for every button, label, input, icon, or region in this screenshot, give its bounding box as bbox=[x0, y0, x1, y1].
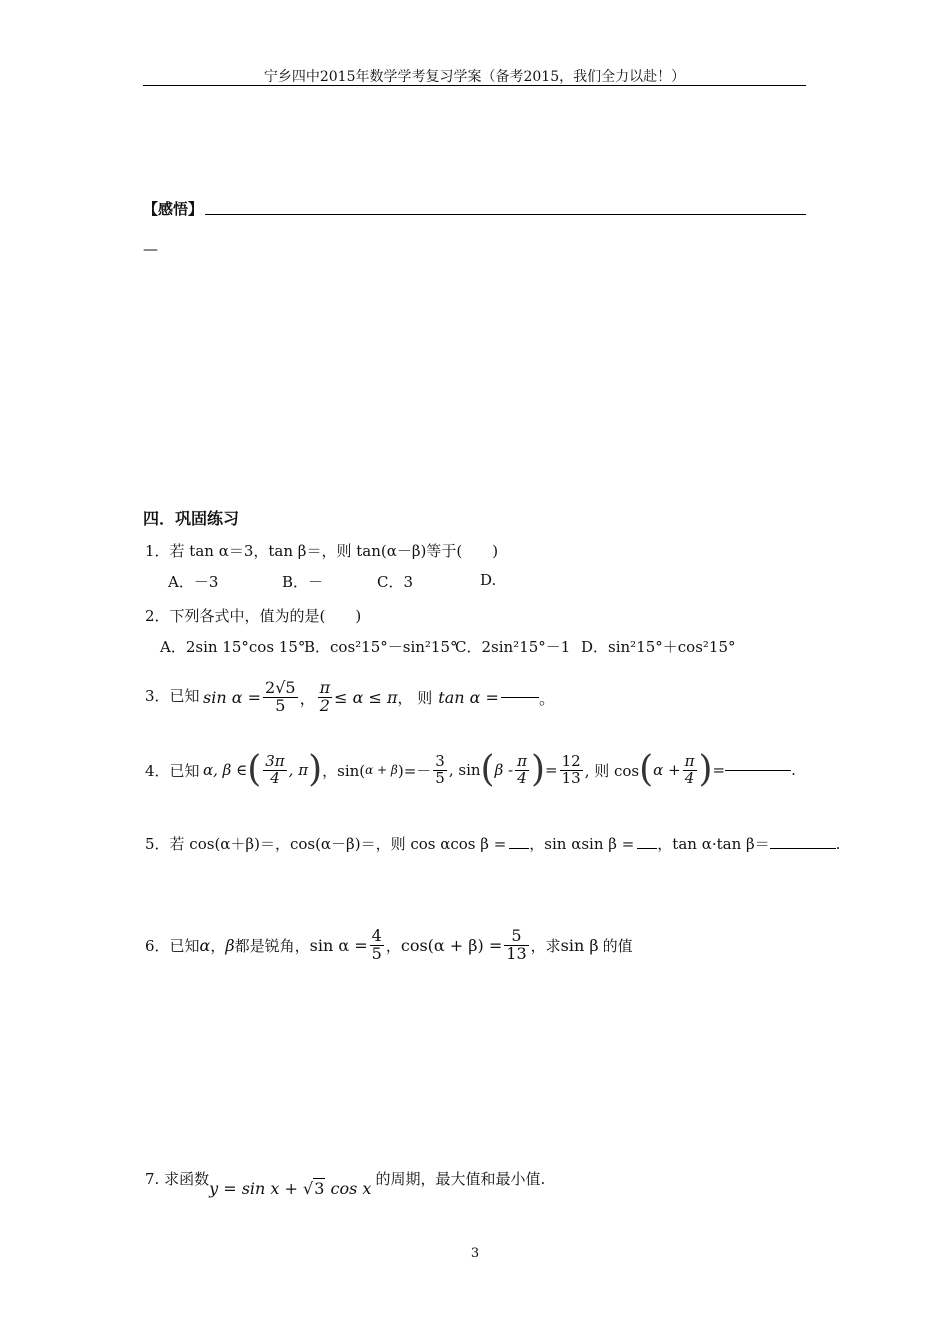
page-header: 宁乡四中2015年数学学考复习学案（备考2015，我们全力以赴！） bbox=[263, 69, 686, 85]
q3-frac2-den: 2 bbox=[319, 695, 330, 715]
q3-comma: ， bbox=[299, 688, 316, 708]
q4-value-1 bbox=[433, 751, 447, 787]
q4-left-paren-2: ( bbox=[480, 749, 495, 790]
q1-text: 1．若 tan α＝3，tan β＝，则 tan(α－β)等于( ) bbox=[145, 542, 499, 560]
q6-mid: ， bbox=[210, 936, 226, 955]
q4-v1-den: 5 bbox=[435, 768, 445, 787]
q7-tail: 的周期，最大值和最小值. bbox=[375, 1170, 546, 1188]
header-rule bbox=[143, 85, 806, 86]
q3-answer-blank[interactable] bbox=[501, 697, 539, 698]
q4-value-2 bbox=[560, 751, 583, 787]
q3-sin-lhs: sin α = bbox=[203, 687, 262, 707]
q4-eq3: = bbox=[712, 761, 726, 779]
q6-sin-beta: sin β bbox=[560, 935, 599, 955]
q1-option-c: C．3 bbox=[377, 573, 414, 591]
q6-v2-den: 13 bbox=[506, 943, 527, 963]
q3-frac2-num: π bbox=[319, 678, 331, 697]
q2-option-c: C．2sin²15°－1 bbox=[455, 638, 571, 656]
q4-v1-num: 3 bbox=[435, 751, 445, 770]
q5-part-b: ，sin αsin β = bbox=[529, 835, 635, 853]
q4-pi: π bbox=[517, 751, 527, 770]
q7-func-a: y = sin x + bbox=[209, 1179, 304, 1198]
q4-interval-frac bbox=[263, 751, 286, 787]
q4-four-b: 4 bbox=[684, 768, 695, 787]
q5-blank-1[interactable] bbox=[509, 848, 529, 849]
q6-comma: ， bbox=[385, 936, 401, 955]
q1-option-a: A．－3 bbox=[168, 573, 219, 591]
q3-fraction-1 bbox=[263, 680, 298, 715]
q6-value-2 bbox=[504, 928, 528, 963]
q3-fraction-2 bbox=[318, 680, 333, 715]
q4-prefix: 4．已知 bbox=[145, 762, 200, 780]
q4-sin2: , sin bbox=[448, 761, 481, 779]
q6-prefix: 6．已知 bbox=[145, 936, 200, 955]
q5-part-d: . bbox=[835, 835, 841, 853]
q4-pi-over-4-b bbox=[683, 751, 697, 787]
reflection-label: 【感悟】 bbox=[143, 200, 204, 218]
q3-frac1-den: 5 bbox=[275, 695, 286, 715]
q4-alpha-plus: α + bbox=[653, 761, 681, 779]
q4-then: , 则 cos bbox=[584, 761, 640, 780]
q6-v1-num: 4 bbox=[371, 926, 382, 945]
q4-left-paren-3: ( bbox=[639, 749, 654, 790]
q7-func-b: cos x bbox=[330, 1179, 372, 1198]
q3-prefix: 3．已知 bbox=[145, 687, 200, 705]
q7-prefix: 7. 求函数 bbox=[145, 1170, 210, 1188]
q6-v1-den: 5 bbox=[371, 943, 382, 963]
q5-part-a: 5．若 cos(α＋β)＝，cos(α－β)＝，则 cos αcos β = bbox=[145, 835, 507, 853]
q2-option-b: B．cos²15°－sin²15° bbox=[304, 638, 458, 656]
q3-range: ≤ α ≤ π bbox=[334, 687, 398, 707]
q4-int-den: 4 bbox=[270, 768, 280, 787]
q6-beta: β bbox=[225, 935, 235, 955]
reflection-tail: — bbox=[143, 240, 158, 258]
q6-acute: 都是锐角， bbox=[234, 936, 310, 955]
q3-tan-lhs: tan α = bbox=[438, 687, 499, 707]
section-title: 四．巩固练习 bbox=[143, 509, 240, 528]
q4-answer-blank[interactable] bbox=[725, 770, 791, 771]
q4-sin-sum: ，sin( bbox=[322, 761, 366, 780]
q6-alpha: α bbox=[199, 935, 211, 955]
q6-tail: 的值 bbox=[602, 936, 633, 955]
q3-then: ， 则 bbox=[397, 688, 433, 707]
q7-function: y = sin x + √3 cos x bbox=[209, 1179, 372, 1198]
q4-beta-minus: β - bbox=[494, 761, 514, 779]
q2-option-d: D．sin²15°＋cos²15° bbox=[581, 638, 736, 656]
q4-set: α, β ∈ bbox=[203, 761, 248, 779]
q1-option-d: D. bbox=[480, 571, 497, 589]
q6-cos-lhs: cos(α + β) = bbox=[400, 935, 503, 955]
q6-sin-lhs: sin α = bbox=[309, 935, 368, 955]
q5-line bbox=[145, 833, 840, 854]
q6-line bbox=[145, 928, 633, 963]
q5-part-c: ，tan α·tan β＝ bbox=[657, 835, 770, 853]
q4-right-paren: ) bbox=[308, 749, 323, 790]
q4-sum-arg: α + β bbox=[365, 763, 398, 777]
q7-sqrt3: 3 bbox=[314, 1179, 325, 1198]
q4-int-num: 3π bbox=[265, 751, 285, 770]
q1-option-b: B．－ bbox=[282, 573, 324, 591]
q4-int-tail: , π bbox=[288, 761, 309, 779]
q4-expression bbox=[203, 749, 796, 790]
q5-blank-3[interactable] bbox=[770, 848, 836, 849]
q2-text: 2．下列各式中，值为的是( ) bbox=[145, 607, 362, 625]
q4-four: 4 bbox=[517, 768, 527, 787]
q5-blank-2[interactable] bbox=[637, 848, 657, 849]
q4-end: . bbox=[791, 761, 796, 779]
q6-ask: ，求 bbox=[530, 936, 561, 955]
q2-option-a: A．2sin 15°cos 15° bbox=[160, 638, 306, 656]
q4-right-paren-3: ) bbox=[698, 749, 713, 790]
q4-eq2: = bbox=[545, 761, 558, 779]
reflection-line bbox=[205, 214, 806, 215]
q4-pi-over-4 bbox=[515, 751, 529, 787]
q6-value-1 bbox=[370, 928, 384, 963]
q4-v2-num: 12 bbox=[561, 751, 581, 770]
q4-pi-b: π bbox=[684, 751, 695, 770]
q4-sin-sum-eq: )=－ bbox=[397, 761, 432, 780]
q3-expression bbox=[203, 680, 555, 715]
q3-frac1-num: 2√5 bbox=[265, 678, 296, 697]
q7-line bbox=[145, 1168, 546, 1198]
q3-end: 。 bbox=[538, 688, 555, 708]
q4-left-paren: ( bbox=[247, 749, 262, 790]
q4-v2-den: 13 bbox=[561, 768, 581, 787]
q6-v2-num: 5 bbox=[504, 928, 528, 946]
page-number: 3 bbox=[470, 1246, 480, 1261]
q4-right-paren-2: ) bbox=[530, 749, 546, 790]
